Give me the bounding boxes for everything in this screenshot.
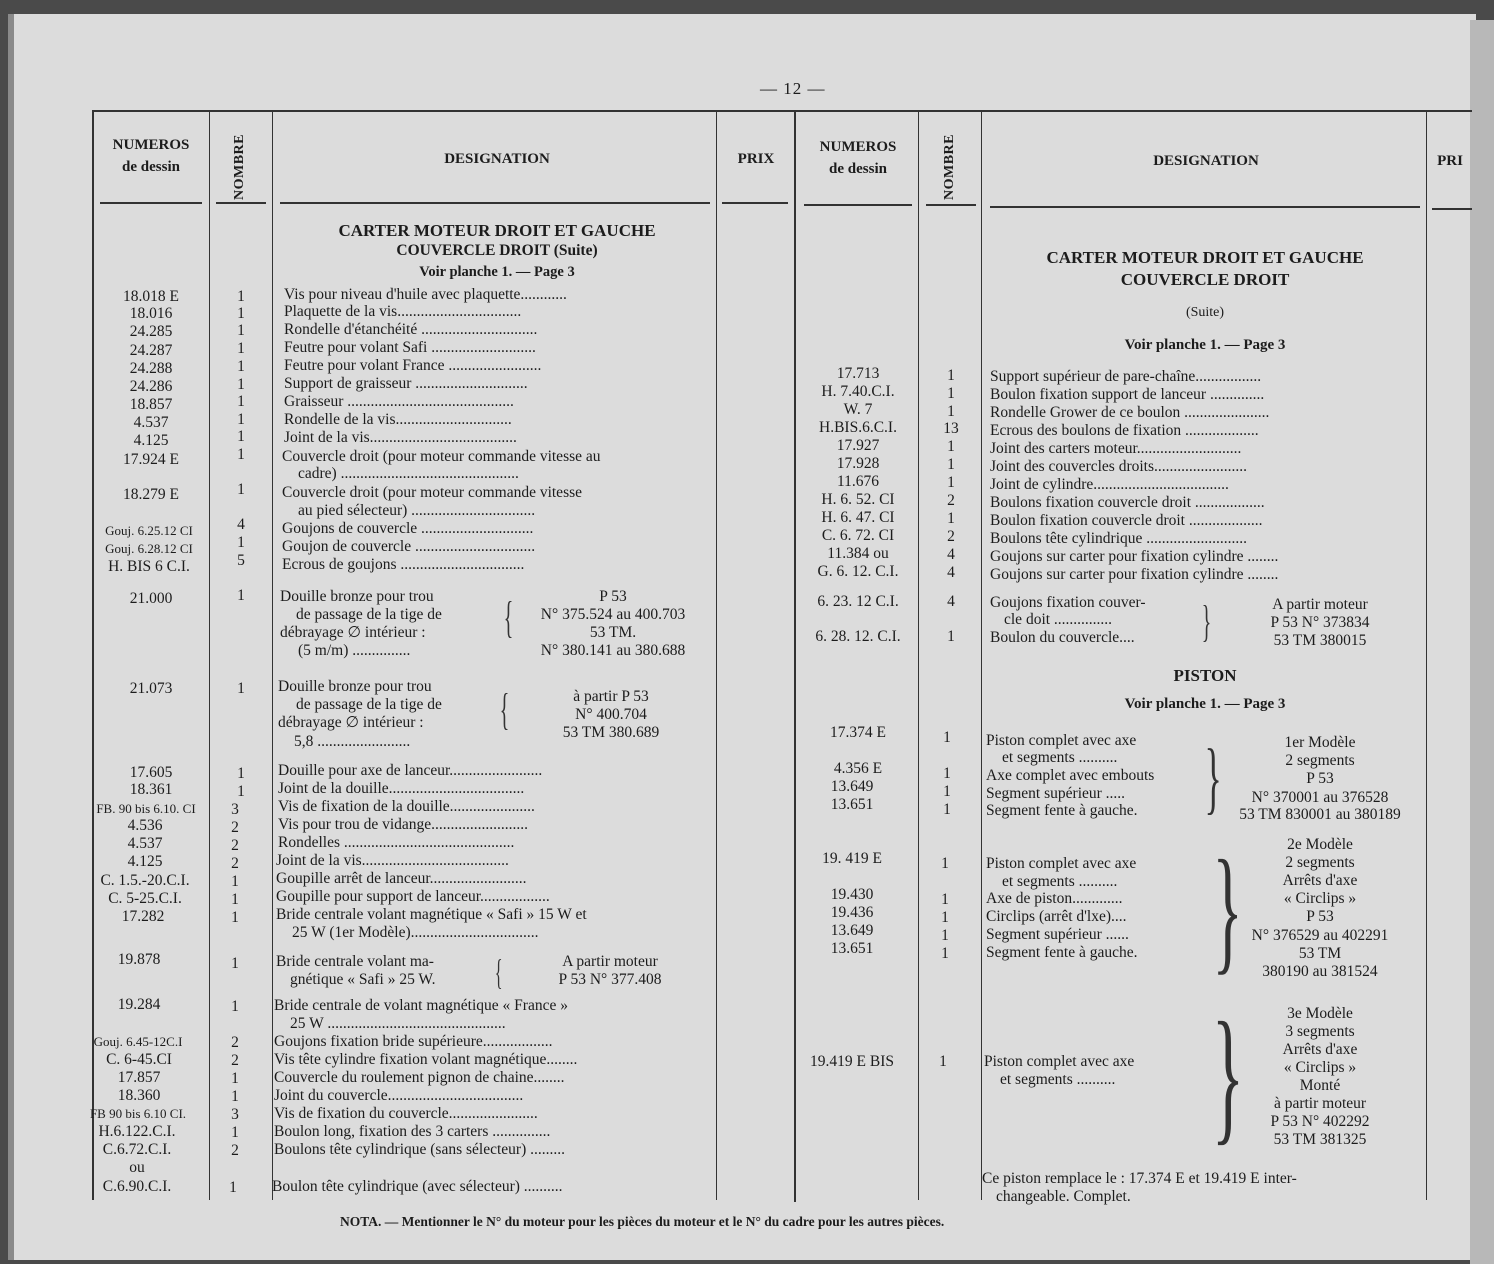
part-number: 17.282	[121, 908, 165, 925]
designation: Goujons sur carter pour fixation cylindre ........	[990, 566, 1279, 583]
designation: Couvercle droit (pour moteur commande vitesse	[282, 484, 583, 501]
quantity: 1	[941, 945, 949, 962]
designation: Segment fente à gauche.	[986, 802, 1138, 819]
part-number: C. 6. 72. CI	[821, 527, 895, 544]
quantity: 1	[237, 481, 245, 498]
header-rule	[100, 202, 202, 204]
piston-voir: Voir planche 1. — Page 3	[1124, 696, 1286, 712]
part-number: 11.384 ou	[827, 545, 889, 562]
part-number: 19.436	[830, 904, 874, 921]
designation: Douille pour axe de lanceur........................	[278, 762, 543, 779]
designation: Goujons fixation couver-	[990, 594, 1146, 611]
part-number: Gouj. 6.45-12C.I	[93, 1034, 183, 1049]
header-de-dessin-label: de dessin	[122, 159, 180, 175]
serial-note: 53 TM 380.689	[562, 724, 660, 741]
header-rule	[990, 206, 1420, 208]
designation: Feutre pour volant Safi ...........................	[284, 339, 536, 356]
part-number: 24.287	[129, 342, 173, 359]
designation: Douille bronze pour trou	[280, 588, 434, 605]
designation: de passage de la tige de	[296, 696, 442, 713]
designation: Vis pour trou de vidange.........................	[278, 816, 529, 833]
part-number: 4.356 E	[833, 760, 883, 777]
designation: Feutre pour volant France ........................	[284, 357, 542, 374]
brace: }	[1211, 992, 1245, 1158]
part-number: 18.016	[129, 305, 173, 322]
col-rule	[272, 112, 273, 1200]
part-number: 13.649	[830, 922, 874, 939]
quantity: 1	[943, 729, 951, 746]
quantity: 4	[947, 593, 955, 610]
designation: Douille bronze pour trou	[278, 678, 432, 695]
serial-note: 53 TM	[1298, 945, 1342, 962]
designation: Bride centrale volant ma-	[276, 953, 434, 970]
header-rule	[216, 202, 266, 204]
serial-note: 53 TM.	[589, 624, 637, 641]
part-number: 19.284	[117, 996, 161, 1013]
brace: }	[1201, 597, 1212, 646]
quantity: 1	[941, 891, 949, 908]
designation: Boulons tête cylindrique ..........................	[990, 530, 1248, 547]
header-prix: PRIX	[737, 151, 775, 167]
quantity: 1	[237, 765, 245, 782]
serial-note: « Circlips »	[1283, 890, 1357, 907]
quantity: 1	[237, 680, 245, 697]
header-rule	[1432, 208, 1472, 210]
quantity: 2	[231, 837, 239, 854]
serial-note: Monté	[1299, 1077, 1341, 1094]
designation: Goupille pour support de lanceur..................	[276, 888, 550, 905]
designation: Graisseur ...........................................	[284, 393, 514, 410]
part-number: Gouj. 6.25.12 CI	[105, 523, 193, 538]
quantity: 1	[941, 927, 949, 944]
part-number: 19. 419 E	[822, 850, 882, 867]
designation: Joint de la vis......................................	[284, 429, 517, 446]
serial-note: 380190 au 381524	[1262, 963, 1378, 980]
quantity: 1	[939, 1053, 947, 1070]
quantity: 1	[237, 340, 245, 357]
designation: Boulon du couvercle....	[990, 629, 1135, 646]
header-numeros-right	[800, 136, 916, 180]
quantity: 2	[231, 855, 239, 872]
header-rule	[926, 204, 976, 206]
part-number: FB 90 bis 6.10 CI.	[89, 1106, 187, 1121]
brace: {	[503, 593, 514, 642]
col-rule	[918, 112, 919, 1200]
part-number: 21.000	[129, 590, 173, 607]
serial-note: 53 TM 381325	[1273, 1131, 1367, 1148]
part-number: 13.651	[830, 940, 874, 957]
designation: Support de graisseur .............................	[284, 375, 528, 392]
quantity: 1	[947, 474, 955, 491]
quantity: 1	[947, 367, 955, 384]
part-number: 17.713	[836, 365, 880, 382]
header-de-dessin-label: de dessin	[829, 161, 887, 177]
left-section-title: CARTER MOTEUR DROIT ET GAUCHE	[338, 221, 656, 240]
designation: (5 m/m) ...............	[298, 642, 411, 659]
quantity: 2	[231, 1142, 239, 1159]
header-nombre: NOMBRE	[232, 134, 247, 200]
top-rule	[92, 110, 1472, 112]
quantity: 1	[941, 909, 949, 926]
header-rule	[722, 202, 788, 204]
designation: Segment supérieur .....	[986, 785, 1126, 802]
part-number: 4.536	[127, 817, 163, 834]
quantity: 1	[237, 446, 245, 463]
designation: et segments ..........	[1002, 749, 1118, 766]
designation: Ecrous des boulons de fixation ...................	[990, 422, 1259, 439]
serial-note: N° 400.704	[575, 706, 647, 723]
header-numeros-label: NUMEROS	[112, 137, 190, 153]
serial-note: A partir moteur	[562, 953, 658, 970]
brace: {	[494, 952, 503, 992]
quantity: 1	[231, 873, 239, 890]
designation: Boulon fixation support de lanceur ..............	[990, 386, 1265, 403]
part-number: 18.361	[129, 781, 173, 798]
part-number: G. 6. 12. C.I.	[817, 563, 899, 580]
designation: Ecrous de goujons ................................	[282, 556, 525, 573]
serial-note: 1er Modèle	[1284, 734, 1356, 751]
part-number: 13.651	[830, 796, 874, 813]
designation: Joint du couvercle...................................	[274, 1087, 524, 1104]
designation: Segment supérieur ......	[986, 926, 1129, 943]
part-number: 17.927	[836, 437, 880, 454]
quantity: 1	[237, 393, 245, 410]
serial-note: N° 376529 au 402291	[1251, 927, 1389, 944]
designation: Goupille arrêt de lanceur.........................	[276, 870, 527, 887]
quantity: 1	[237, 587, 245, 604]
designation: Joint de cylindre...................................	[990, 476, 1229, 493]
quantity: 4	[947, 564, 955, 581]
quantity: 1	[231, 909, 239, 926]
quantity: 1	[237, 376, 245, 393]
left-section-voir: Voir planche 1. — Page 3	[419, 264, 575, 280]
designation: 5,8 ........................	[294, 733, 411, 750]
serial-note: Arrêts d'axe	[1282, 872, 1358, 889]
designation: Vis tête cylindre fixation volant magnétique........	[274, 1051, 578, 1068]
part-number: FB. 90 bis 6.10. CI	[96, 801, 196, 816]
quantity: 1	[231, 1124, 239, 1141]
header-numeros-label: NUMEROS	[819, 139, 897, 155]
quantity: 1	[229, 1179, 237, 1196]
serial-note: à partir P 53	[573, 688, 649, 705]
designation: Goujons de couvercle .............................	[282, 520, 534, 537]
quantity: 1	[237, 288, 245, 305]
serial-note: 53 TM 830001 au 380189	[1239, 806, 1401, 823]
part-number: H. 6. 47. CI	[821, 509, 895, 526]
part-number: 17.928	[836, 455, 880, 472]
designation: Plaquette de la vis................................	[284, 303, 522, 320]
left-section-subtitle: COUVERCLE DROIT (Suite)	[396, 242, 598, 259]
quantity: 2	[947, 492, 955, 509]
part-number: 17.374 E	[830, 724, 886, 741]
serial-note: 2 segments	[1285, 752, 1355, 769]
quantity: 3	[231, 1106, 239, 1123]
quantity: 1	[237, 358, 245, 375]
brace: }	[1204, 734, 1222, 822]
part-number: H.6.122.C.I.	[98, 1123, 176, 1140]
designation: Vis de fixation de la douille......................	[278, 798, 535, 815]
serial-note: Arrêts d'axe	[1282, 1041, 1358, 1058]
designation: et segments ..........	[1002, 873, 1118, 890]
serial-note: P 53	[599, 588, 627, 605]
quantity: 1	[237, 305, 245, 322]
part-number: 19.430	[830, 886, 874, 903]
designation: Goujons fixation bride supérieure..................	[274, 1033, 553, 1050]
serial-note: A partir moteur	[1272, 596, 1368, 613]
part-number: 24.285	[129, 323, 173, 340]
serial-note: P 53 N° 377.408	[558, 971, 662, 988]
serial-note: P 53 N° 373834	[1270, 614, 1370, 631]
page-edge	[1470, 20, 1494, 1264]
col-rule	[794, 112, 796, 1202]
part-number: 21.073	[129, 680, 173, 697]
designation: Circlips (arrêt d'lxe)....	[986, 908, 1127, 925]
part-number: H. 7.40.C.I.	[821, 383, 895, 400]
part-number-or: ou	[129, 1159, 145, 1176]
serial-note: N° 370001 au 376528	[1251, 789, 1389, 806]
designation: Couvercle du roulement pignon de chaine........	[274, 1069, 565, 1086]
part-number: H. BIS 6 C.I.	[108, 558, 190, 575]
quantity: 1	[947, 456, 955, 473]
designation: Rondelles ............................................	[278, 834, 515, 851]
part-number: 4.537	[127, 835, 163, 852]
quantity: 1	[943, 783, 951, 800]
part-number: 13.649	[830, 778, 874, 795]
part-number: H.BIS.6.C.I.	[819, 419, 897, 436]
header-numeros	[96, 134, 206, 178]
quantity: 1	[231, 891, 239, 908]
part-number: W. 7	[843, 401, 873, 418]
designation: Piston complet avec axe	[986, 855, 1137, 872]
serial-note: P 53	[1306, 770, 1334, 787]
part-number: C. 6-45.CI	[106, 1051, 172, 1068]
designation: Joint de la vis......................................	[276, 852, 509, 869]
quantity: 1	[943, 765, 951, 782]
col-rule	[716, 112, 717, 1200]
quantity: 2	[231, 1052, 239, 1069]
part-number: 4.125	[133, 432, 169, 449]
quantity: 3	[231, 801, 239, 818]
designation: cle doit ...............	[1004, 611, 1113, 628]
quantity: 2	[947, 528, 955, 545]
header-nombre-right: NOMBRE	[942, 134, 957, 200]
serial-note: N° 375.524 au 400.703	[540, 606, 686, 623]
page-number: — 12 —	[760, 79, 826, 98]
designation: et segments ..........	[1000, 1071, 1116, 1088]
designation: Goujons sur carter pour fixation cylindre ........	[990, 548, 1279, 565]
designation: Rondelle de la vis..............................	[284, 411, 512, 428]
quantity: 1	[231, 998, 239, 1015]
quantity: 1	[941, 855, 949, 872]
header-prix-right: PRI	[1437, 153, 1463, 169]
serial-note: « Circlips »	[1283, 1059, 1357, 1076]
designation: Axe complet avec embouts	[986, 767, 1155, 784]
col-rule	[981, 112, 982, 1200]
quantity: 1	[237, 411, 245, 428]
serial-note: 3 segments	[1285, 1023, 1355, 1040]
serial-note: 53 TM 380015	[1273, 632, 1367, 649]
header-designation-right: DESIGNATION	[1153, 153, 1259, 169]
designation: Piston complet avec axe	[986, 732, 1137, 749]
quantity: 1	[231, 1070, 239, 1087]
quantity: 1	[231, 1088, 239, 1105]
quantity: 1	[237, 534, 245, 551]
serial-note: 2e Modèle	[1287, 836, 1353, 853]
designation: Bride centrale de volant magnétique « France »	[274, 997, 568, 1014]
part-number: H. 6. 52. CI	[821, 491, 895, 508]
header-rule	[280, 202, 710, 204]
serial-note: 2 segments	[1285, 854, 1355, 871]
brace: {	[499, 685, 510, 734]
designation: Segment fente à gauche.	[986, 944, 1138, 961]
right-section-subtitle: COUVERCLE DROIT	[1120, 270, 1290, 289]
designation: Bride centrale volant magnétique « Safi » 15 W et	[276, 906, 587, 923]
part-number: 24.286	[129, 378, 173, 395]
part-number: 24.288	[129, 360, 173, 377]
designation: Boulon long, fixation des 3 carters ...............	[274, 1123, 551, 1140]
designation: Joint de la douille...................................	[278, 780, 525, 797]
piston-footnote-cont: changeable. Complet.	[996, 1188, 1131, 1205]
col-rule	[1426, 112, 1427, 1200]
designation-cont: au pied sélecteur) ................................	[298, 502, 536, 519]
designation: Boulons fixation couvercle droit ..................	[990, 494, 1265, 511]
designation: débrayage ∅ intérieur :	[280, 624, 426, 641]
quantity: 1	[947, 403, 955, 420]
part-number: 6. 28. 12. C.I.	[815, 628, 901, 645]
designation: débrayage ∅ intérieur :	[278, 714, 424, 731]
quantity: 2	[231, 819, 239, 836]
part-number: C.6.90.C.I.	[102, 1178, 172, 1195]
designation: Rondelle d'étanchéité ..............................	[284, 321, 538, 338]
designation: Rondelle Grower de ce boulon ......................	[990, 404, 1270, 421]
designation: Couvercle droit (pour moteur commande vitesse au	[282, 448, 601, 465]
quantity: 1	[231, 955, 239, 972]
header-rule	[804, 204, 912, 206]
quantity: 4	[947, 546, 955, 563]
part-number: 18.279 E	[123, 486, 179, 503]
serial-note: N° 380.141 au 380.688	[540, 642, 686, 659]
part-number: 4.125	[127, 853, 163, 870]
designation: Goujon de couvercle ...............................	[282, 538, 536, 555]
designation-cont: 25 W ..............................................	[290, 1015, 506, 1032]
part-number: 4.537	[133, 414, 169, 431]
quantity: 5	[237, 552, 245, 569]
part-number: 11.676	[836, 473, 880, 490]
brace: }	[1212, 832, 1243, 987]
designation: Joint des couvercles droits........................	[990, 458, 1248, 475]
part-number: 19.878	[117, 951, 161, 968]
quantity: 1	[947, 385, 955, 402]
designation: Vis de fixation du couvercle.......................	[274, 1105, 538, 1122]
quantity: 4	[237, 516, 245, 533]
part-number: C.6.72.C.I.	[102, 1141, 172, 1158]
serial-note: à partir moteur	[1273, 1095, 1367, 1112]
designation: Boulon fixation couvercle droit ...................	[990, 512, 1263, 529]
quantity: 1	[237, 428, 245, 445]
right-section-title: CARTER MOTEUR DROIT ET GAUCHE	[1046, 248, 1364, 267]
quantity: 1	[947, 628, 955, 645]
part-number: 17.605	[129, 764, 173, 781]
designation: Piston complet avec axe	[984, 1053, 1135, 1070]
nota-footer: NOTA. — Mentionner le N° du moteur pour les pièces du moteur et le N° du cadre pour les autres pièces.	[340, 1214, 945, 1229]
designation: gnétique « Safi » 25 W.	[290, 971, 436, 988]
right-section-suite: (Suite)	[1185, 305, 1225, 320]
quantity: 1	[947, 510, 955, 527]
designation-cont: 25 W (1er Modèle).................................	[292, 924, 539, 941]
quantity: 1	[237, 783, 245, 800]
part-number: 19.419 E BIS	[810, 1053, 894, 1070]
designation: Boulon tête cylindrique (avec sélecteur) ..........	[272, 1178, 563, 1195]
quantity: 1	[947, 438, 955, 455]
header-designation: DESIGNATION	[444, 151, 550, 167]
part-number: 17.924 E	[123, 451, 179, 468]
part-number: C. 1.5.-20.C.I.	[100, 872, 190, 889]
designation-cont: cadre) ..............................................	[298, 465, 519, 482]
part-number: Gouj. 6.28.12 CI	[105, 541, 193, 556]
quantity: 1	[237, 322, 245, 339]
designation: de passage de la tige de	[296, 606, 442, 623]
quantity: 2	[231, 1034, 239, 1051]
quantity: 1	[943, 801, 951, 818]
serial-note: P 53	[1306, 908, 1334, 925]
part-number: 18.018 E	[123, 288, 179, 305]
part-number: 17.857	[117, 1069, 161, 1086]
piston-title: PISTON	[1173, 666, 1237, 685]
part-number: 6. 23. 12 C.I.	[817, 593, 899, 610]
designation: Axe de piston.............	[986, 890, 1123, 907]
designation: Vis pour niveau d'huile avec plaquette............	[284, 286, 567, 303]
part-number: 18.857	[129, 396, 173, 413]
designation: Support supérieur de pare-chaîne.................	[990, 368, 1262, 385]
designation: Boulons tête cylindrique (sans sélecteur) .........	[274, 1141, 565, 1158]
piston-footnote: Ce piston remplace le : 17.374 E et 19.419 E inter-	[982, 1170, 1297, 1187]
serial-note: P 53 N° 402292	[1270, 1113, 1370, 1130]
quantity: 13	[943, 420, 959, 437]
part-number: C. 5-25.C.I.	[108, 890, 182, 907]
right-section-voir: Voir planche 1. — Page 3	[1124, 337, 1286, 353]
designation: Joint des carters moteur...........................	[990, 440, 1242, 457]
serial-note: 3e Modèle	[1287, 1005, 1353, 1022]
part-number: 18.360	[117, 1087, 161, 1104]
